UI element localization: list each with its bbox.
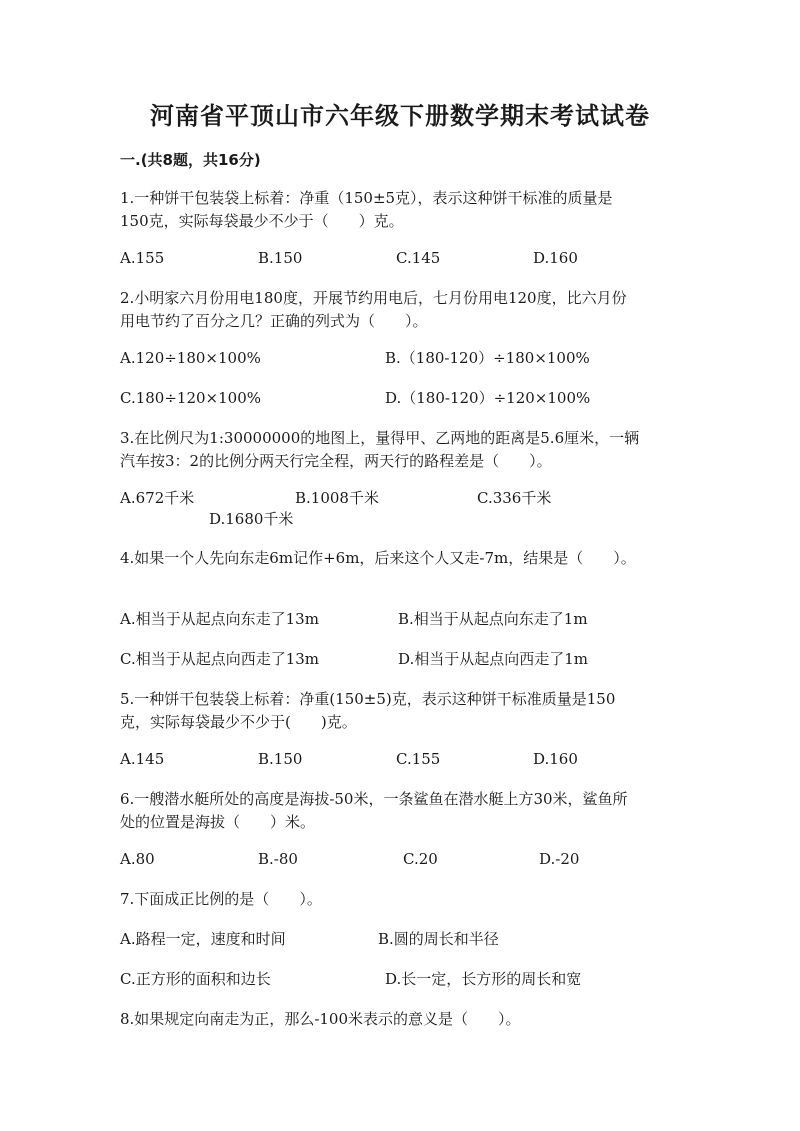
option-c[interactable]: C.相当于从起点向西走了13m [120, 650, 320, 668]
question-6 [120, 788, 680, 834]
question-line: 8.如果规定向南走为正，那么-100米表示的意义是（ ）。 [120, 1010, 521, 1028]
option-b[interactable]: B.-80 [258, 850, 298, 868]
option-c[interactable]: C.336千米 [477, 489, 552, 507]
option-c[interactable]: C.155 [396, 750, 441, 768]
option-a[interactable]: A.672千米 [120, 489, 195, 507]
question-line: 5.一种饼干包装袋上标着：净重(150±5)克，表示这种饼干标准质量是150 [120, 690, 616, 708]
option-d[interactable]: D.1680千米 [209, 510, 294, 528]
option-b[interactable]: B.（180-120）÷180×100% [385, 349, 590, 367]
question-line: 7.下面成正比例的是（ ）。 [120, 890, 322, 908]
option-a[interactable]: A.145 [120, 750, 165, 768]
question-line: 6.一艘潜水艇所处的高度是海拔-50米，一条鲨鱼在潜水艇上方30米，鲨鱼所 [120, 790, 628, 808]
option-d[interactable]: D.长一定，长方形的周长和宽 [385, 970, 582, 988]
option-a[interactable]: A.相当于从起点向东走了13m [120, 610, 319, 628]
option-d[interactable]: D.相当于从起点向西走了1m [398, 650, 589, 668]
question-line: 150克，实际每袋最少不少于（ ）克。 [120, 212, 404, 230]
question-5 [120, 688, 680, 734]
question-2 [120, 287, 680, 333]
page-title: 河南省平顶山市六年级下册数学期末考试试卷 [150, 102, 650, 130]
option-c[interactable]: C.正方形的面积和边长 [120, 970, 271, 988]
question-8 [120, 1008, 680, 1031]
question-line: 4.如果一个人先向东走6m记作+6m，后来这个人又走-7m，结果是（ ）。 [120, 549, 636, 567]
option-c[interactable]: C.145 [396, 249, 441, 267]
option-b[interactable]: B.150 [258, 249, 303, 267]
option-b[interactable]: B.150 [258, 750, 303, 768]
question-line: 3.在比例尺为1:30000000的地图上，量得甲、乙两地的距离是5.6厘米，一辆 [120, 429, 640, 447]
option-a[interactable]: A.155 [120, 249, 165, 267]
option-b[interactable]: B.1008千米 [295, 489, 379, 507]
question-line: 2.小明家六月份用电180度，开展节约用电后，七月份用电120度，比六月份 [120, 289, 627, 307]
option-d[interactable]: D.（180-120）÷120×100% [385, 389, 591, 407]
question-line: 克，实际每袋最少不少于( )克。 [120, 713, 357, 731]
question-line: 处的位置是海拔（ ）米。 [120, 813, 316, 831]
option-c[interactable]: C.20 [403, 850, 438, 868]
question-4 [120, 547, 680, 570]
option-d[interactable]: D.160 [533, 750, 578, 768]
option-a[interactable]: A.路程一定，速度和时间 [120, 930, 286, 948]
question-line: 用电节约了百分之几？正确的列式为（ ）。 [120, 312, 428, 330]
option-a[interactable]: A.80 [120, 850, 155, 868]
option-a[interactable]: A.120÷180×100% [120, 349, 261, 367]
question-line: 1.一种饼干包装袋上标着：净重（150±5克），表示这种饼干标准的质量是 [120, 189, 613, 207]
option-d[interactable]: D.-20 [539, 850, 580, 868]
question-line: 汽车按3：2的比例分两天行完全程，两天行的路程差是（ ）。 [120, 452, 552, 470]
option-d[interactable]: D.160 [533, 249, 578, 267]
section-heading: 一.(共8题，共16分) [120, 151, 261, 169]
question-7 [120, 888, 680, 911]
option-c[interactable]: C.180÷120×100% [120, 389, 261, 407]
option-b[interactable]: B.圆的周长和半径 [378, 930, 499, 948]
option-b[interactable]: B.相当于从起点向东走了1m [398, 610, 588, 628]
question-3 [120, 427, 680, 473]
question-1 [120, 187, 680, 233]
